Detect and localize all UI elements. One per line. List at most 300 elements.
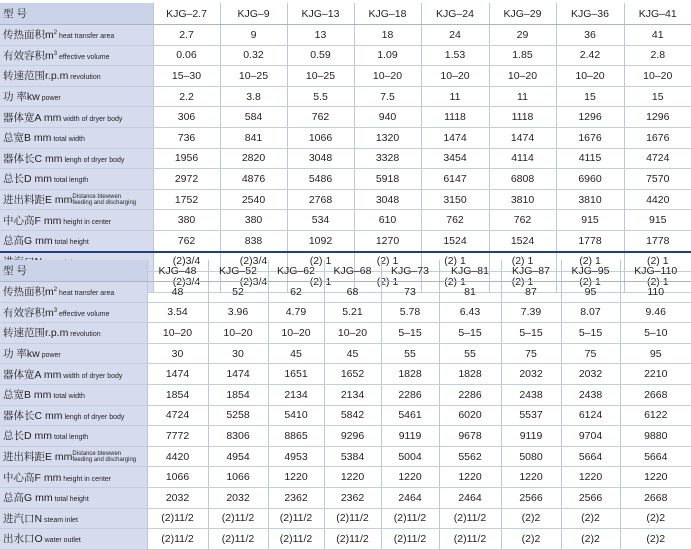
model-name: KJG–81 [439, 260, 501, 282]
row-label-en: effective volume [57, 310, 110, 318]
table-cell: 1652 [324, 364, 381, 385]
table-row [0, 426, 691, 447]
table-cell: 9678 [439, 426, 501, 447]
table-cell: 1956 [153, 148, 220, 169]
row-label-cn: 进出料距E mm [3, 194, 73, 207]
table-cell: 52 [208, 282, 268, 303]
table-cell: 9880 [620, 426, 691, 447]
table-cell: 2820 [220, 148, 287, 169]
table-cell: 1854 [147, 384, 208, 405]
table-cell: (2)11/2 [147, 508, 208, 529]
row-label [0, 384, 147, 405]
table-cell: 1220 [561, 467, 620, 488]
table-cell: (2)2 [620, 529, 691, 550]
row-label-en: Distance btewwen feeding and discharging [72, 450, 137, 464]
table-row [0, 405, 691, 426]
table-row [0, 446, 691, 467]
table-cell: (2)11/2 [439, 508, 501, 529]
model-name: KJG–87 [501, 260, 561, 282]
table-cell: 380 [220, 210, 287, 231]
row-label-cn: 总高G mm [3, 235, 53, 248]
table-cell: (2) 1 [489, 251, 556, 272]
table-cell: 1828 [381, 364, 439, 385]
row-label [0, 107, 153, 128]
table-row [0, 25, 691, 46]
table-row [0, 508, 691, 529]
table-cell: 7.39 [501, 302, 561, 323]
table-cell: 1066 [287, 127, 354, 148]
row-label-cn: 总长D mm [3, 430, 52, 443]
table-cell: 1828 [439, 364, 501, 385]
table-cell: 68 [324, 282, 381, 303]
table-cell: 2362 [324, 487, 381, 508]
table-cell: (2)11/2 [147, 529, 208, 550]
table-cell: (2) 1 [624, 272, 691, 293]
table-cell: 5664 [620, 446, 691, 467]
table-cell: 1118 [421, 107, 489, 128]
table-cell: 55 [381, 343, 439, 364]
table-cell: 75 [561, 343, 620, 364]
table-cell: 1854 [208, 384, 268, 405]
table-cell: 2032 [561, 364, 620, 385]
table-cell: 5918 [354, 169, 421, 190]
table-cell: 2134 [268, 384, 324, 405]
table-cell: 9296 [324, 426, 381, 447]
table-cell: 6124 [561, 405, 620, 426]
table-cell: 6960 [556, 169, 624, 190]
table-cell: 10–20 [147, 323, 208, 344]
table-cell: (2)11/2 [208, 529, 268, 550]
table-cell: 45 [324, 343, 381, 364]
row-label-cn: 有效容积m [3, 49, 54, 62]
row-label [0, 230, 153, 251]
table-cell: 1220 [439, 467, 501, 488]
table-cell: 30 [147, 343, 208, 364]
table-cell: 5–10 [620, 323, 691, 344]
row-label-cn: 总宽B mm [3, 132, 52, 145]
table-cell: 7570 [624, 169, 691, 190]
table-cell: 1676 [556, 127, 624, 148]
table-cell: 838 [220, 230, 287, 251]
table-cell: 18 [354, 25, 421, 46]
table-cell: 10–20 [556, 66, 624, 87]
table-cell: 8865 [268, 426, 324, 447]
table-cell: (2)3/4 [220, 272, 287, 293]
row-label-en: height in center [61, 475, 112, 483]
row-label-cn: 功 率kw [3, 348, 40, 361]
table-cell: 5537 [501, 405, 561, 426]
table-cell: 3810 [556, 189, 624, 210]
table-cell: 9704 [561, 426, 620, 447]
row-label-en: effective volume [57, 53, 110, 61]
table-cell: 3048 [354, 189, 421, 210]
row-label-cn: 总高G mm [3, 492, 53, 505]
table-cell: 2540 [220, 189, 287, 210]
table-cell: 3150 [421, 189, 489, 210]
table-cell: 10–20 [354, 66, 421, 87]
table-cell: 4953 [268, 446, 324, 467]
table-cell: 73 [381, 282, 439, 303]
model-header-label: 型 号 [0, 260, 147, 282]
table-cell: 7.5 [354, 86, 421, 107]
table-cell: 2464 [439, 487, 501, 508]
row-label-en: revolution [68, 74, 101, 82]
table-cell: 2210 [620, 364, 691, 385]
table-cell: 15 [556, 86, 624, 107]
model-header-label: 型 号 [0, 3, 153, 25]
table-cell: (2) 1 [421, 272, 489, 293]
table-cell: 1296 [624, 107, 691, 128]
table-cell: 2362 [268, 487, 324, 508]
table-cell: (2) 1 [489, 272, 556, 293]
table-cell: 2464 [381, 487, 439, 508]
table-cell: 1474 [489, 127, 556, 148]
row-label-en: power [39, 95, 61, 103]
table-cell: 762 [287, 107, 354, 128]
table-cell: 11 [421, 86, 489, 107]
table-cell: 75 [501, 343, 561, 364]
table-cell: 380 [153, 210, 220, 231]
table-row [0, 148, 691, 169]
table-row [0, 343, 691, 364]
table-cell: 95 [561, 282, 620, 303]
row-label-cn: 中心高F mm [3, 214, 62, 227]
table-cell: 87 [501, 282, 561, 303]
table-cell: 5486 [287, 169, 354, 190]
row-label-en: heat transfer area [57, 33, 115, 41]
row-label-en: total height [52, 239, 89, 247]
table-row [0, 467, 691, 488]
table-cell: 1524 [489, 230, 556, 251]
table-cell: 915 [624, 210, 691, 231]
model-name: KJG–41 [624, 3, 691, 25]
row-label-cn: 功 率kw [3, 91, 40, 104]
row-label [0, 343, 147, 364]
table-cell: 7772 [147, 426, 208, 447]
table-row [0, 364, 691, 385]
spec-table-top [0, 3, 691, 293]
table-cell: 11 [489, 86, 556, 107]
table-cell: 6020 [439, 405, 501, 426]
table-cell: 1474 [421, 127, 489, 148]
table-cell: (2) 1 [421, 251, 489, 272]
table-cell: 610 [354, 210, 421, 231]
table-cell: 1220 [620, 467, 691, 488]
row-label [0, 364, 147, 385]
table-cell: 915 [556, 210, 624, 231]
row-label-en: heat transfer area [57, 290, 115, 298]
table-cell: 5004 [381, 446, 439, 467]
row-label [0, 487, 147, 508]
table-cell: 1.09 [354, 45, 421, 66]
table-cell: 13 [287, 25, 354, 46]
table-cell: 2438 [561, 384, 620, 405]
table-cell: 5–15 [501, 323, 561, 344]
table-cell: (2)11/2 [439, 529, 501, 550]
row-label-unit-exponent: 3 [53, 50, 58, 57]
row-label-en: steam inlet [42, 516, 78, 524]
row-label-cn: 转速范围r.p.m [3, 327, 69, 340]
table-cell: 2.7 [153, 25, 220, 46]
row-label [0, 282, 147, 303]
table-cell: 2286 [439, 384, 501, 405]
model-name: KJG–110 [620, 260, 691, 282]
table-cell: 4724 [624, 148, 691, 169]
table-cell: 1066 [147, 467, 208, 488]
table-cell: 2.42 [556, 45, 624, 66]
table-cell: 0.32 [220, 45, 287, 66]
table-cell: 5–15 [381, 323, 439, 344]
table-row [0, 66, 691, 87]
table-cell: 3454 [421, 148, 489, 169]
row-label [0, 529, 147, 550]
row-label-cn: 器体长C mm [3, 152, 63, 165]
table-row [0, 210, 691, 231]
table-cell: 4115 [556, 148, 624, 169]
row-label-en: water outlet [42, 537, 81, 545]
table-row [0, 127, 691, 148]
table-cell: 2668 [620, 487, 691, 508]
row-label [0, 446, 147, 467]
row-label-en: total length [52, 434, 89, 442]
table-cell: 9119 [501, 426, 561, 447]
table-cell: (2) 1 [624, 251, 691, 272]
model-name: KJG–24 [421, 3, 489, 25]
row-label [0, 148, 153, 169]
table-row [0, 189, 691, 210]
header-row [0, 3, 691, 25]
table-cell: (2)11/2 [268, 529, 324, 550]
model-name: KJG–95 [561, 260, 620, 282]
row-label [0, 86, 153, 107]
table-cell: 4420 [147, 446, 208, 467]
table-cell: 2032 [501, 364, 561, 385]
model-name: KJG–52 [208, 260, 268, 282]
table-cell: 1118 [489, 107, 556, 128]
table-cell: (2)11/2 [268, 508, 324, 529]
table-cell: 1220 [381, 467, 439, 488]
model-name: KJG–36 [556, 3, 624, 25]
table-cell: 1778 [624, 230, 691, 251]
table-cell: 9 [220, 25, 287, 46]
row-label-cn: 传热面积m [3, 29, 54, 42]
table-cell: (2)11/2 [208, 508, 268, 529]
table-cell: 15 [624, 86, 691, 107]
table-cell: 5.78 [381, 302, 439, 323]
table-cell: 1220 [268, 467, 324, 488]
table-cell: 10–20 [421, 66, 489, 87]
table-cell: 5410 [268, 405, 324, 426]
row-label-en: Distance btewwen feeding and discharging [72, 193, 137, 207]
model-name: KJG–13 [287, 3, 354, 25]
header-row [0, 260, 691, 282]
table-row [0, 169, 691, 190]
table-cell: 2972 [153, 169, 220, 190]
table-cell: 2668 [620, 384, 691, 405]
table-row [0, 487, 691, 508]
table-cell: 3328 [354, 148, 421, 169]
table-cell: 10–25 [220, 66, 287, 87]
row-label-cn: 进出料距E mm [3, 451, 73, 464]
model-name: KJG–48 [147, 260, 208, 282]
row-label-unit-exponent: 2 [53, 30, 58, 37]
table-cell: 2.8 [624, 45, 691, 66]
table-cell: 10–20 [489, 66, 556, 87]
row-label-cn: 有效容积m [3, 306, 54, 319]
table-cell: (2)11/2 [324, 508, 381, 529]
table-cell: 15–30 [153, 66, 220, 87]
table-cell: 6.43 [439, 302, 501, 323]
row-label-en: revolution [68, 331, 101, 339]
row-label [0, 169, 153, 190]
table-cell: 1474 [208, 364, 268, 385]
row-label [0, 45, 153, 66]
row-label-en: height in center [61, 218, 112, 226]
table-cell: 940 [354, 107, 421, 128]
table-cell: 45 [268, 343, 324, 364]
table-cell: 5258 [208, 405, 268, 426]
table-cell: 1778 [556, 230, 624, 251]
table-cell: 10–20 [268, 323, 324, 344]
table-cell: 3048 [287, 148, 354, 169]
row-label-cn: 器体长C mm [3, 409, 63, 422]
table-cell: (2) 1 [354, 251, 421, 272]
row-label-cn: 中心高F mm [3, 471, 62, 484]
row-label-cn: 器体宽A mm [3, 111, 62, 124]
row-label [0, 210, 153, 231]
row-label-en: total width [51, 393, 85, 401]
table-cell: 2768 [287, 189, 354, 210]
table-cell: 6147 [421, 169, 489, 190]
table-cell: 8306 [208, 426, 268, 447]
row-label [0, 508, 147, 529]
table-cell: 841 [220, 127, 287, 148]
model-name: KJG–18 [354, 3, 421, 25]
row-label [0, 127, 153, 148]
table-cell: 36 [556, 25, 624, 46]
table-cell: 1270 [354, 230, 421, 251]
table-row [0, 45, 691, 66]
table-cell: (2)11/2 [381, 508, 439, 529]
row-label [0, 66, 153, 87]
table-cell: 4954 [208, 446, 268, 467]
model-name: KJG–68 [324, 260, 381, 282]
table-separator-bar [0, 251, 691, 253]
row-label-cn: 总宽B mm [3, 389, 52, 402]
table-cell: 81 [439, 282, 501, 303]
table-cell: 4420 [624, 189, 691, 210]
row-label-unit-exponent: 3 [53, 307, 58, 314]
table-cell: 6808 [489, 169, 556, 190]
table-cell: (2)11/2 [381, 529, 439, 550]
table-cell: (2)11/2 [324, 529, 381, 550]
table-cell: 55 [439, 343, 501, 364]
row-label [0, 302, 147, 323]
row-label [0, 25, 153, 46]
table-cell: 5.21 [324, 302, 381, 323]
table-cell: 9119 [381, 426, 439, 447]
table-cell: 0.06 [153, 45, 220, 66]
table-cell: 1474 [147, 364, 208, 385]
model-name: KJG–2.7 [153, 3, 220, 25]
table-cell: 5.5 [287, 86, 354, 107]
row-label [0, 467, 147, 488]
table-cell: 9.46 [620, 302, 691, 323]
table-cell: 1066 [208, 467, 268, 488]
row-label [0, 323, 147, 344]
table-cell: 10–20 [324, 323, 381, 344]
table-cell: 41 [624, 25, 691, 46]
row-label [0, 189, 153, 210]
model-name: KJG–73 [381, 260, 439, 282]
row-label-cn: 总长D mm [3, 173, 52, 186]
table-row [0, 302, 691, 323]
table-cell: 6122 [620, 405, 691, 426]
table-cell: (2)2 [561, 529, 620, 550]
table-cell: 4114 [489, 148, 556, 169]
table-cell: 3.54 [147, 302, 208, 323]
row-label-unit-exponent: 2 [53, 287, 58, 294]
table-cell: 1.53 [421, 45, 489, 66]
table-row [0, 282, 691, 303]
table-row [0, 107, 691, 128]
table-cell: 5–15 [439, 323, 501, 344]
table-cell: 0.59 [287, 45, 354, 66]
row-label-cn: 进汽口N [3, 512, 43, 525]
table-cell: (2) 1 [556, 251, 624, 272]
row-label-en: width of dryer body [61, 115, 123, 123]
table-cell: 8.07 [561, 302, 620, 323]
table-cell: 1220 [501, 467, 561, 488]
table-cell: 1092 [287, 230, 354, 251]
table-cell: 762 [489, 210, 556, 231]
table-cell: 10–20 [624, 66, 691, 87]
model-name: KJG–62 [268, 260, 324, 282]
row-label-en: power [39, 352, 61, 360]
table-cell: 3.96 [208, 302, 268, 323]
table-cell: 2286 [381, 384, 439, 405]
table-cell: 3810 [489, 189, 556, 210]
table-cell: 2032 [147, 487, 208, 508]
table-cell: (2)2 [561, 508, 620, 529]
table-cell: 24 [421, 25, 489, 46]
table-cell: 1296 [556, 107, 624, 128]
table-cell: 4724 [147, 405, 208, 426]
table-cell: 62 [268, 282, 324, 303]
row-label-en: total length [52, 177, 89, 185]
table-cell: 1.85 [489, 45, 556, 66]
table-cell: 4876 [220, 169, 287, 190]
table-cell: 3.8 [220, 86, 287, 107]
row-label-cn: 器体宽A mm [3, 368, 62, 381]
row-label-en: width of dryer body [61, 372, 123, 380]
row-label-en: lengh of dryer body [62, 156, 125, 164]
table-row [0, 529, 691, 550]
table-cell: 306 [153, 107, 220, 128]
row-label-en: total height [52, 496, 89, 504]
table-cell: 1320 [354, 127, 421, 148]
table-cell: 110 [620, 282, 691, 303]
table-cell: 4.79 [268, 302, 324, 323]
table-row [0, 230, 691, 251]
table-cell: 1676 [624, 127, 691, 148]
table-cell: 534 [287, 210, 354, 231]
table-cell: 29 [489, 25, 556, 46]
table-cell: 95 [620, 343, 691, 364]
table-cell: 5562 [439, 446, 501, 467]
row-label-cn: 出水口O [3, 533, 43, 546]
table-cell: (2)2 [501, 508, 561, 529]
